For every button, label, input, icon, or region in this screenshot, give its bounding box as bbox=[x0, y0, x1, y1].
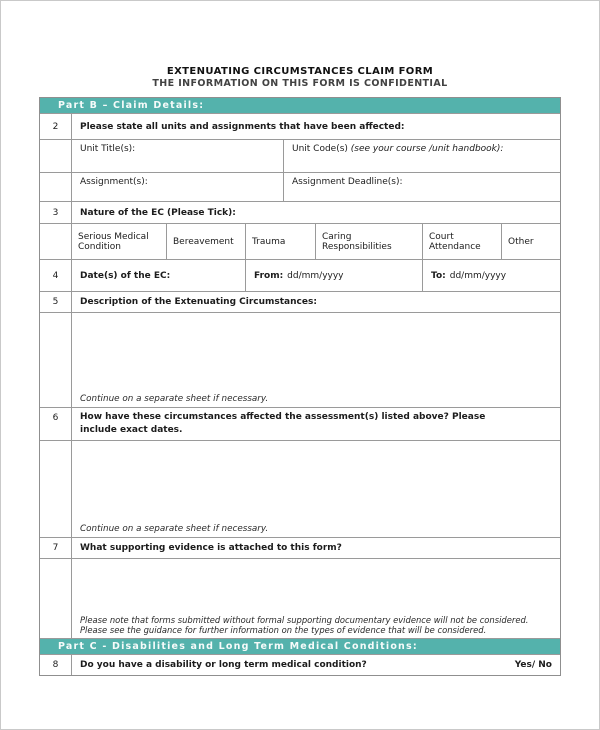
ec-option-other[interactable]: Other bbox=[508, 236, 534, 247]
circumstances-effect-input-area[interactable] bbox=[72, 441, 560, 537]
row-7-answer-number-cell bbox=[40, 559, 72, 638]
unit-code-note: (see your course /unit handbook): bbox=[350, 144, 504, 154]
row-2-number: 2 bbox=[40, 114, 72, 139]
assignment-deadline-label: Assignment Deadline(s): bbox=[292, 177, 403, 187]
row-6-answer-area bbox=[40, 440, 560, 537]
yes-no-choice[interactable]: Yes/ No bbox=[514, 660, 552, 670]
date-to-label: To: bbox=[431, 270, 446, 281]
row-5-number: 5 bbox=[40, 292, 72, 312]
row-3-options-number-cell bbox=[40, 224, 72, 259]
form-subtitle: THE INFORMATION ON THIS FORM IS CONFIDENTIAL bbox=[152, 78, 448, 89]
date-from-placeholder: dd/mm/yyyy bbox=[287, 270, 344, 281]
row-5-answer-area bbox=[40, 312, 560, 407]
row-4-dates bbox=[40, 259, 560, 291]
row-2-question-text: Please state all units and assignments that have been affected: bbox=[80, 121, 405, 132]
row-6-question bbox=[40, 407, 560, 440]
row-3-number: 3 bbox=[40, 202, 72, 223]
row-5-answer-number-cell bbox=[40, 313, 72, 407]
form-title: EXTENUATING CIRCUMSTANCES CLAIM FORM bbox=[166, 66, 434, 77]
row-7-question-text: What supporting evidence is attached to this form? bbox=[80, 543, 342, 553]
assignment-deadline-field[interactable] bbox=[284, 173, 560, 201]
ec-option-serious-medical-condition[interactable]: Serious Medical Condition bbox=[72, 224, 167, 259]
row-unit-title bbox=[40, 139, 560, 172]
row-assignment-number-cell bbox=[40, 173, 72, 201]
claim-form-table bbox=[39, 97, 561, 676]
row-4-number: 4 bbox=[40, 260, 72, 291]
ec-option-bereavement[interactable]: Bereavement bbox=[167, 224, 246, 259]
row-8-question bbox=[40, 654, 560, 675]
row-5-question bbox=[40, 291, 560, 312]
ec-option-caring-responsibilities[interactable]: Caring Responsibilities bbox=[316, 224, 423, 259]
unit-title-field[interactable] bbox=[72, 140, 284, 172]
continue-note-6: Continue on a separate sheet if necessary. bbox=[80, 524, 269, 534]
date-to-placeholder: dd/mm/yyyy bbox=[449, 270, 507, 281]
row-8-number: 8 bbox=[40, 655, 72, 675]
date-from-label: From: bbox=[254, 270, 284, 281]
date-to-field[interactable] bbox=[423, 260, 560, 291]
part-c-section-header: Part C - Disabilities and Long Term Medical Conditions: bbox=[40, 638, 560, 654]
row-7-number: 7 bbox=[40, 538, 72, 558]
row-2-question bbox=[40, 113, 560, 139]
continue-note-5: Continue on a separate sheet if necessary. bbox=[80, 394, 269, 404]
row-assignment bbox=[40, 172, 560, 201]
row-6-answer-number-cell bbox=[40, 441, 72, 537]
unit-code-field[interactable] bbox=[284, 140, 560, 172]
row-5-question-text: Description of the Extenuating Circumstances: bbox=[80, 297, 317, 307]
date-from-field[interactable] bbox=[246, 260, 423, 291]
row-6-question-wrap: How have these circumstances affected the assessment(s) listed above? Please include exact dates. bbox=[80, 412, 486, 436]
row-unit-number-cell bbox=[40, 140, 72, 172]
row-6-number: 6 bbox=[40, 408, 72, 440]
assignment-field[interactable] bbox=[72, 173, 284, 201]
ec-option-trauma[interactable]: Trauma bbox=[246, 224, 316, 259]
unit-code-label: Unit Code(s) bbox=[292, 144, 351, 154]
ec-option-court-attendance[interactable]: Court Attendance bbox=[423, 224, 502, 259]
description-input-area[interactable] bbox=[72, 313, 560, 407]
row-3-question bbox=[40, 201, 560, 223]
row-6-question-text bbox=[72, 408, 560, 440]
unit-title-label: Unit Title(s): bbox=[80, 144, 136, 154]
row-7-question bbox=[40, 537, 560, 558]
row-7-answer-area bbox=[40, 558, 560, 638]
row-8-question-text: Do you have a disability or long term medical condition? bbox=[80, 660, 367, 670]
assignment-label: Assignment(s): bbox=[80, 177, 148, 187]
dates-label: Date(s) of the EC: bbox=[72, 260, 246, 291]
evidence-note: Please note that forms submitted without formal supporting documentary evidence will not be considered. Please see the guidance for further information on the types of evidence that will be considered. bbox=[80, 614, 529, 635]
part-b-section-header: Part B – Claim Details: bbox=[40, 98, 560, 113]
row-3-options bbox=[40, 223, 560, 259]
row-3-question-text: Nature of the EC (Please Tick): bbox=[80, 207, 236, 218]
supporting-evidence-input-area[interactable] bbox=[72, 559, 560, 638]
form-title-block bbox=[1, 66, 599, 89]
